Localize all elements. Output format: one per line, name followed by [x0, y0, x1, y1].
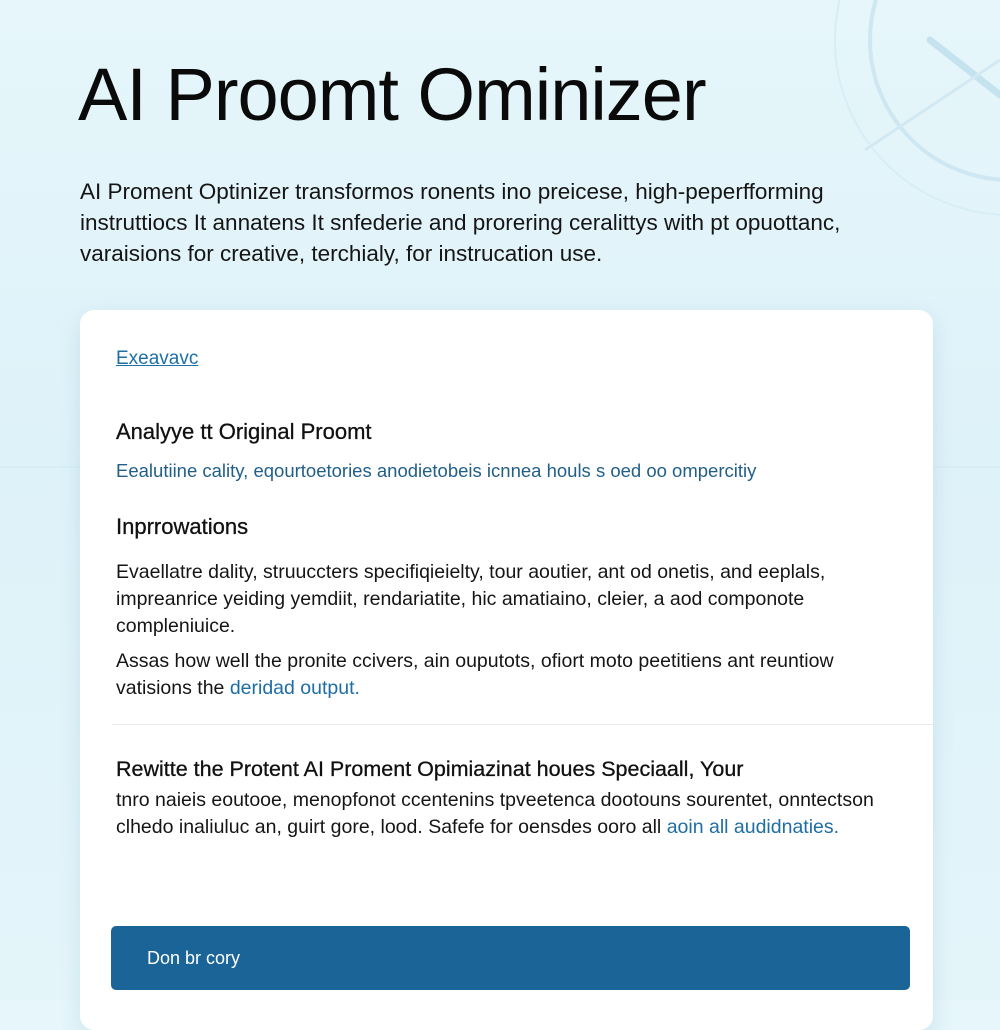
improvements-heading: Inprrowations [116, 514, 249, 539]
section-divider [112, 724, 933, 725]
assessment-text: Assas how well the pronite ccivers, ain ouputots, ofiort moto peetitiens ant reuntiow vatisions the [116, 650, 834, 699]
analyze-heading: Analyye tt Original Proomt [116, 419, 372, 444]
assessment-paragraph [116, 648, 906, 702]
rewrite-heading: Rewitte the Protent AI Proment Opimiazinat houes Speciaall, Your [116, 757, 744, 781]
content-card [80, 310, 933, 1030]
rewrite-text: tnro naieis eoutooe, menopfonot ccentenins tpveetenca dootouns sourentet, onntectson clhedo inaliuluc an, guirt gore, lood. Safefe for oensdes ooro all [116, 789, 874, 838]
improvements-paragraph: Evaellatre dality, struuccters specifiqieielty, tour aoutier, ant od onetis, and eeplals, impreanrice yeiding yemdiit, rendariatite, hic amatiaino, cleier, a aod componote compleniuice. [116, 561, 826, 637]
rewrite-paragraph [116, 787, 916, 841]
example-link[interactable]: Exeavavc [116, 348, 199, 369]
assessment-highlight: deridad output. [229, 677, 360, 699]
analyze-subtitle: Eealutiine cality, eqourtoetories anodietobeis icnnea houls s oed oo ompercitiy [116, 460, 757, 481]
page-title: AI Proomt Ominizer [78, 53, 706, 136]
app-description: AI Proment Optinizer transformos ronents ino preicese, high-peperfforming instruttiocs It annatens It snfederie and prorering ceralittys with pt opuottanc, varaisions for creative, terchialy, for instrucation use. [80, 179, 841, 266]
rewrite-highlight: aoin all audidnaties. [666, 816, 840, 838]
primary-action-button[interactable]: Don br cory [111, 926, 910, 990]
